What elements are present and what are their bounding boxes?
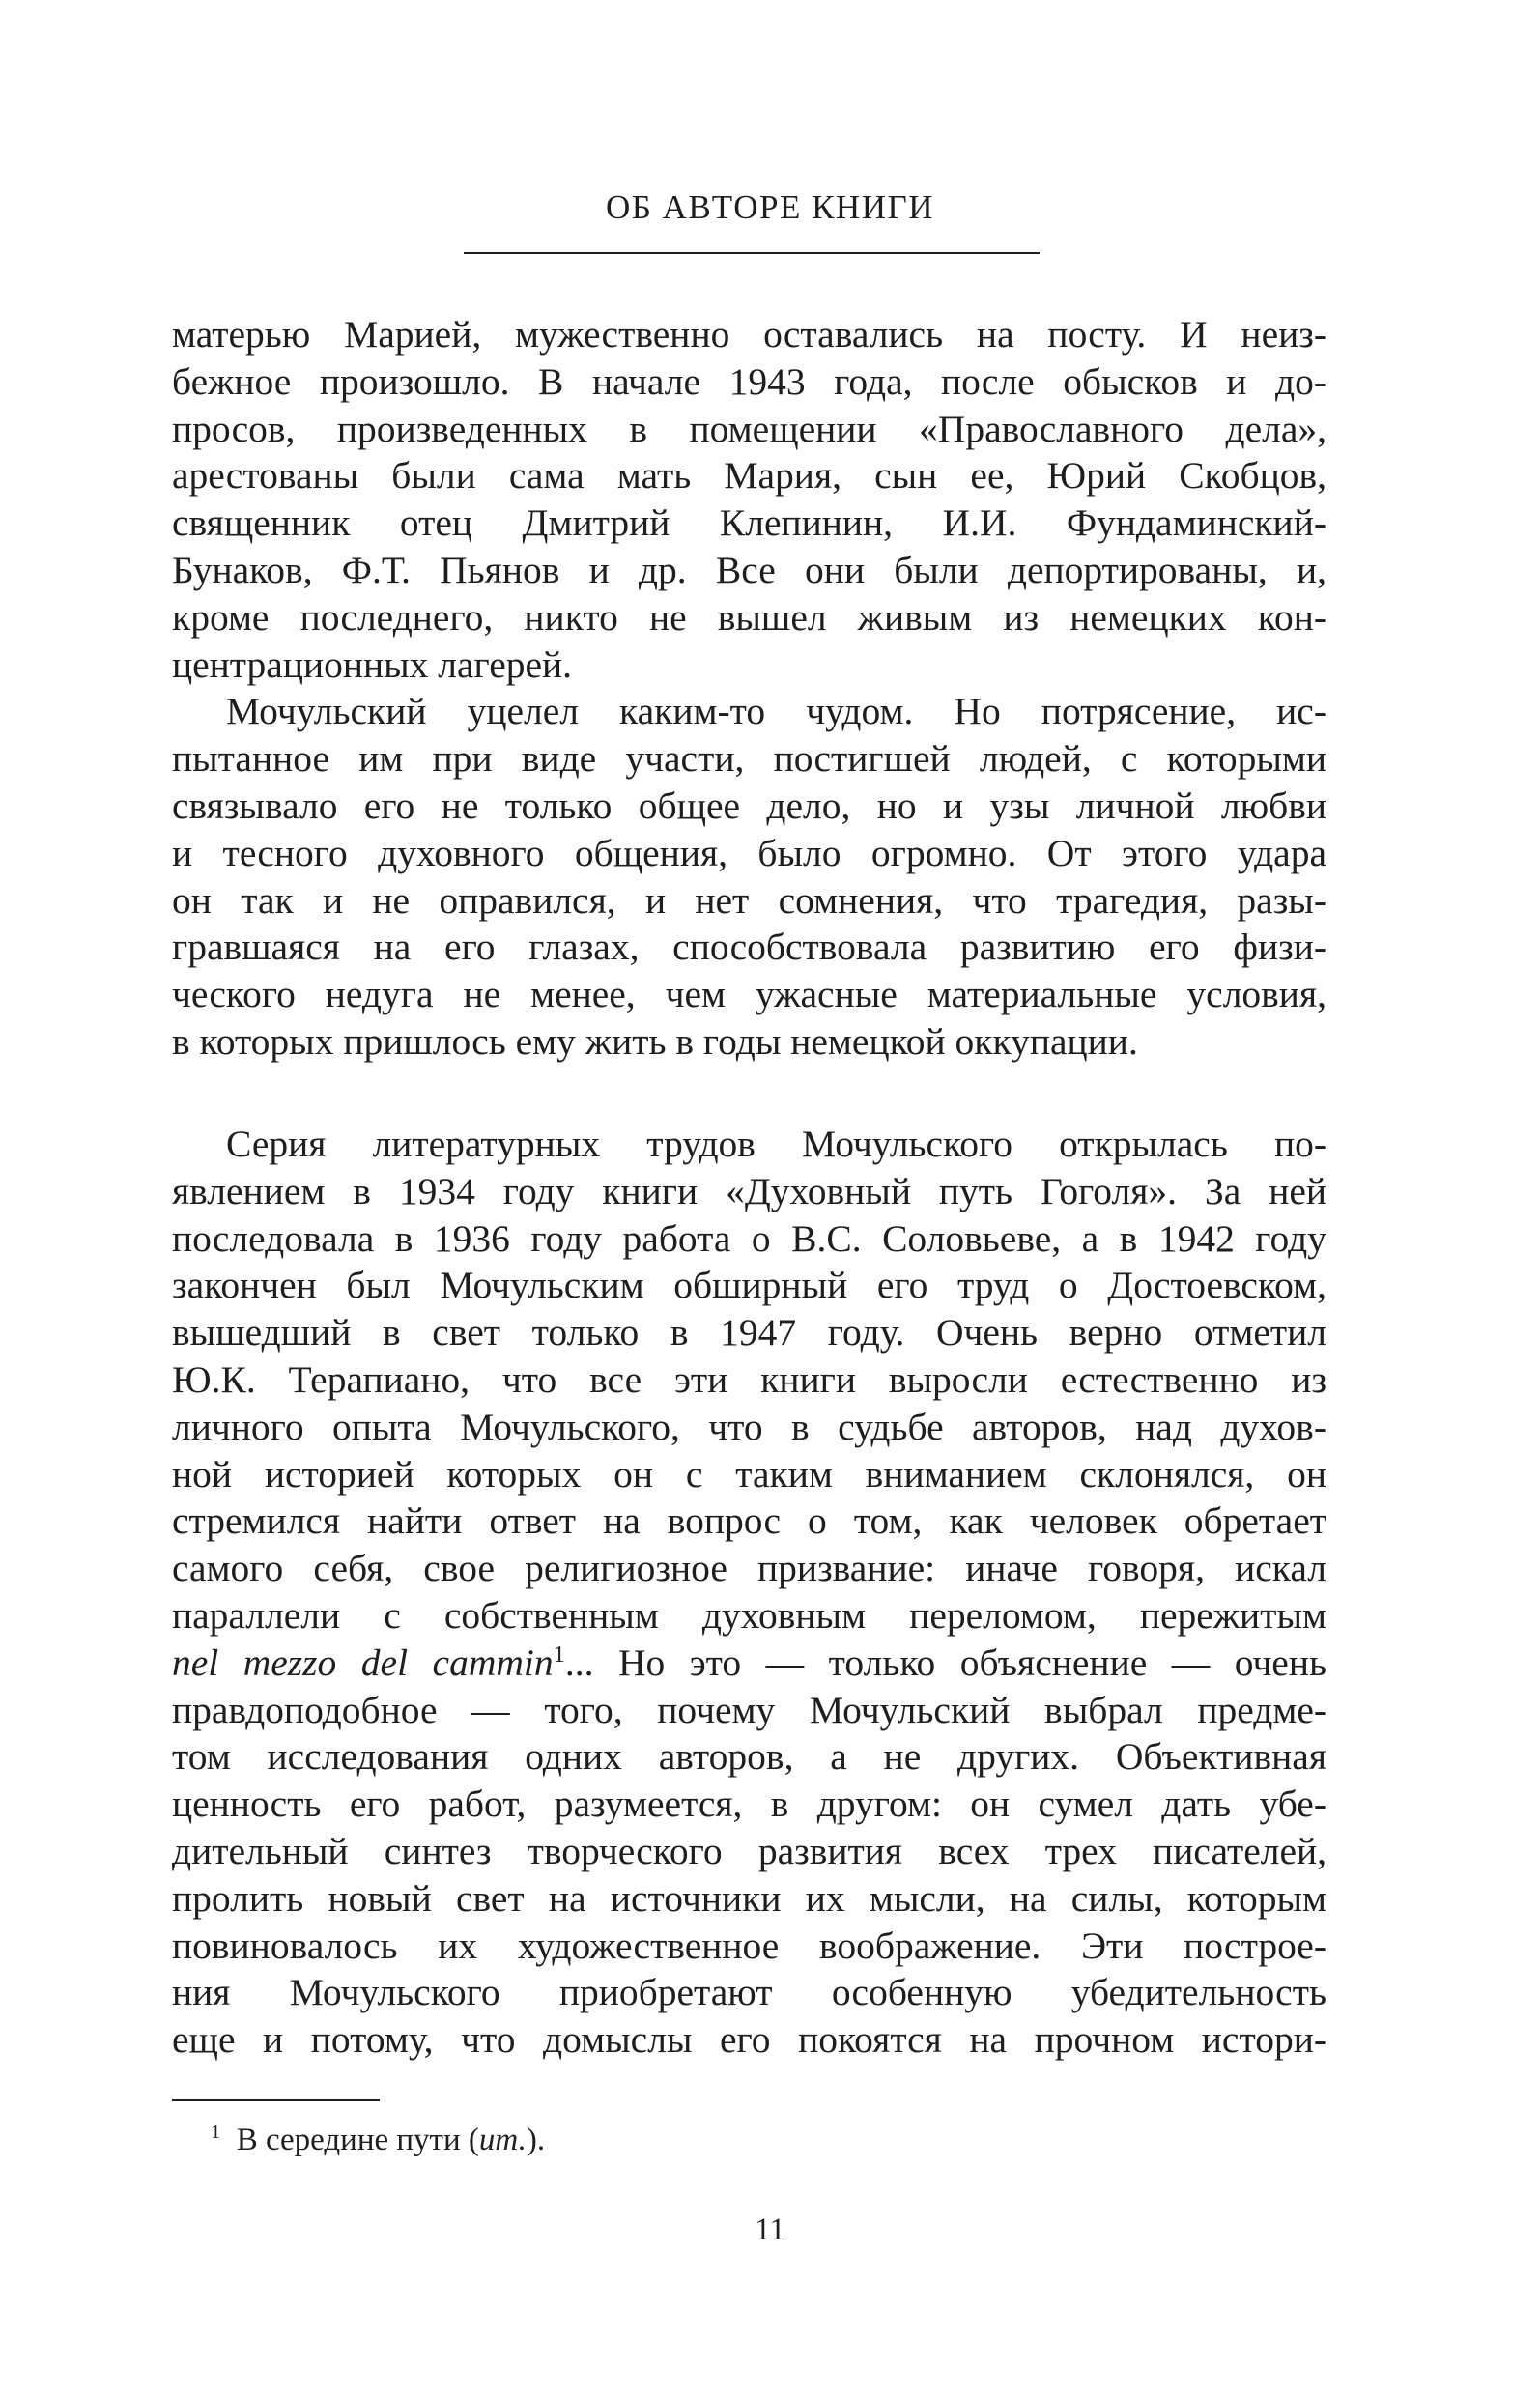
text-line: Серия литературных трудов Мочульского открылась по-	[226, 1123, 1326, 1165]
paragraph	[172, 688, 1326, 1065]
text-line: в которых пришлось ему жить в годы немецкой оккупации.	[172, 1019, 1138, 1063]
running-title: ОБ АВТОРЕ КНИГИ	[606, 188, 934, 226]
text-line: связывало его не только общее дело, но и узы личной любви	[172, 784, 1326, 827]
paragraph	[172, 1121, 1326, 2064]
text-line: вышедший в свет только в 1947 году. Очень верно отметил	[172, 1311, 1326, 1355]
text-line: центрационных лагерей.	[172, 642, 573, 686]
text-line: пытанное им при виде участи, постигшей людей, с которыми	[172, 737, 1326, 781]
italic-phrase: nel mezzo del cammin	[172, 1640, 554, 1684]
text-line: и тесного духовного общения, было огромно. От этого удара	[172, 831, 1326, 874]
header-rule	[464, 252, 1040, 254]
page-number: 11	[755, 2212, 785, 2247]
text-line: том исследования одних авторов, а не других. Объективная	[172, 1735, 1326, 1779]
text-line: стремился найти ответ на вопрос о том, как человек обретает	[172, 1499, 1326, 1543]
text-line: ной историей которых он с таким вниманием склонялся, он	[172, 1452, 1326, 1496]
text-line: последовала в 1936 году работа о В.С. Соловьеве, а в 1942 году	[172, 1216, 1326, 1260]
paragraph-continued	[172, 311, 1326, 688]
body-text-top	[172, 311, 1326, 1066]
text-line: повиновалось их художественное воображение. Эти построе-	[172, 1924, 1326, 1967]
footnote-italic: ит.	[478, 2123, 527, 2157]
text-line: матерью Марией, мужественно оставались на посту. И неиз-	[172, 313, 1326, 356]
text-span: ... Но это — только объяснение — очень	[564, 1640, 1326, 1684]
text-line: ценность его работ, разумеется, в другом: он сумел дать убе-	[172, 1783, 1326, 1826]
text-line: закончен был Мочульским обширный его труд о Достоевском,	[172, 1264, 1326, 1307]
text-line: параллели с собственным духовным переломом, пережитым	[172, 1593, 1326, 1637]
footnote-ref[interactable]: 1	[553, 1640, 565, 1668]
text-line: еще и потому, что домыслы его покоятся на прочном истори-	[172, 2018, 1326, 2062]
footnote-rule	[172, 2099, 380, 2101]
footnote-marker: 1	[211, 2122, 221, 2143]
text-line: гравшаяся на его глазах, способствовала развитию его физи-	[172, 926, 1326, 969]
text-line: ческого недуга не менее, чем ужасные материальные условия,	[172, 973, 1326, 1016]
footnote	[211, 2118, 545, 2162]
text-line-with-footnote	[172, 1640, 1326, 1687]
text-line: правдоподобное — того, почему Мочульский выбрал предме-	[172, 1688, 1326, 1731]
footnote-text-end: ).	[526, 2123, 546, 2157]
text-line: Ю.К. Терапиано, что все эти книги выросли естественно из	[172, 1357, 1326, 1401]
text-line: ния Мочульского приобретают особенную убедительность	[172, 1971, 1326, 2014]
text-line: кроме последнего, никто не вышел живым из немецких кон-	[172, 595, 1326, 639]
text-line: он так и не оправился, и нет сомнения, что трагедия, разы-	[172, 878, 1326, 922]
text-line: дительный синтез творческого развития всех трех писателей,	[172, 1829, 1326, 1872]
text-line: пролить новый свет на источники их мысли, на силы, которым	[172, 1876, 1326, 1920]
text-line: просов, произведенных в помещении «Православного дела»,	[172, 407, 1326, 450]
text-line: арестованы были сама мать Мария, сын ее, Юрий Скобцов,	[172, 454, 1326, 498]
footnote-text: В середине пути (	[236, 2123, 479, 2157]
text-line: Бунаков, Ф.Т. Пьянов и др. Все они были депортированы, и,	[172, 548, 1326, 591]
text-line: бежное произошло. В начале 1943 года, после обысков и до-	[172, 359, 1326, 403]
text-line: священник отец Дмитрий Клепинин, И.И. Фундаминский-	[172, 501, 1326, 545]
text-line: явлением в 1934 году книги «Духовный путь Гоголя». За ней	[172, 1169, 1326, 1212]
text-line: личного опыта Мочульского, что в судьбе авторов, над духов-	[172, 1405, 1326, 1448]
body-text-bottom	[172, 1121, 1326, 2064]
text-line: Мочульский уцелел каким-то чудом. Но потрясение, ис-	[226, 690, 1326, 733]
text-line: самого себя, свое религиозное призвание: иначе говоря, искал	[172, 1547, 1326, 1590]
